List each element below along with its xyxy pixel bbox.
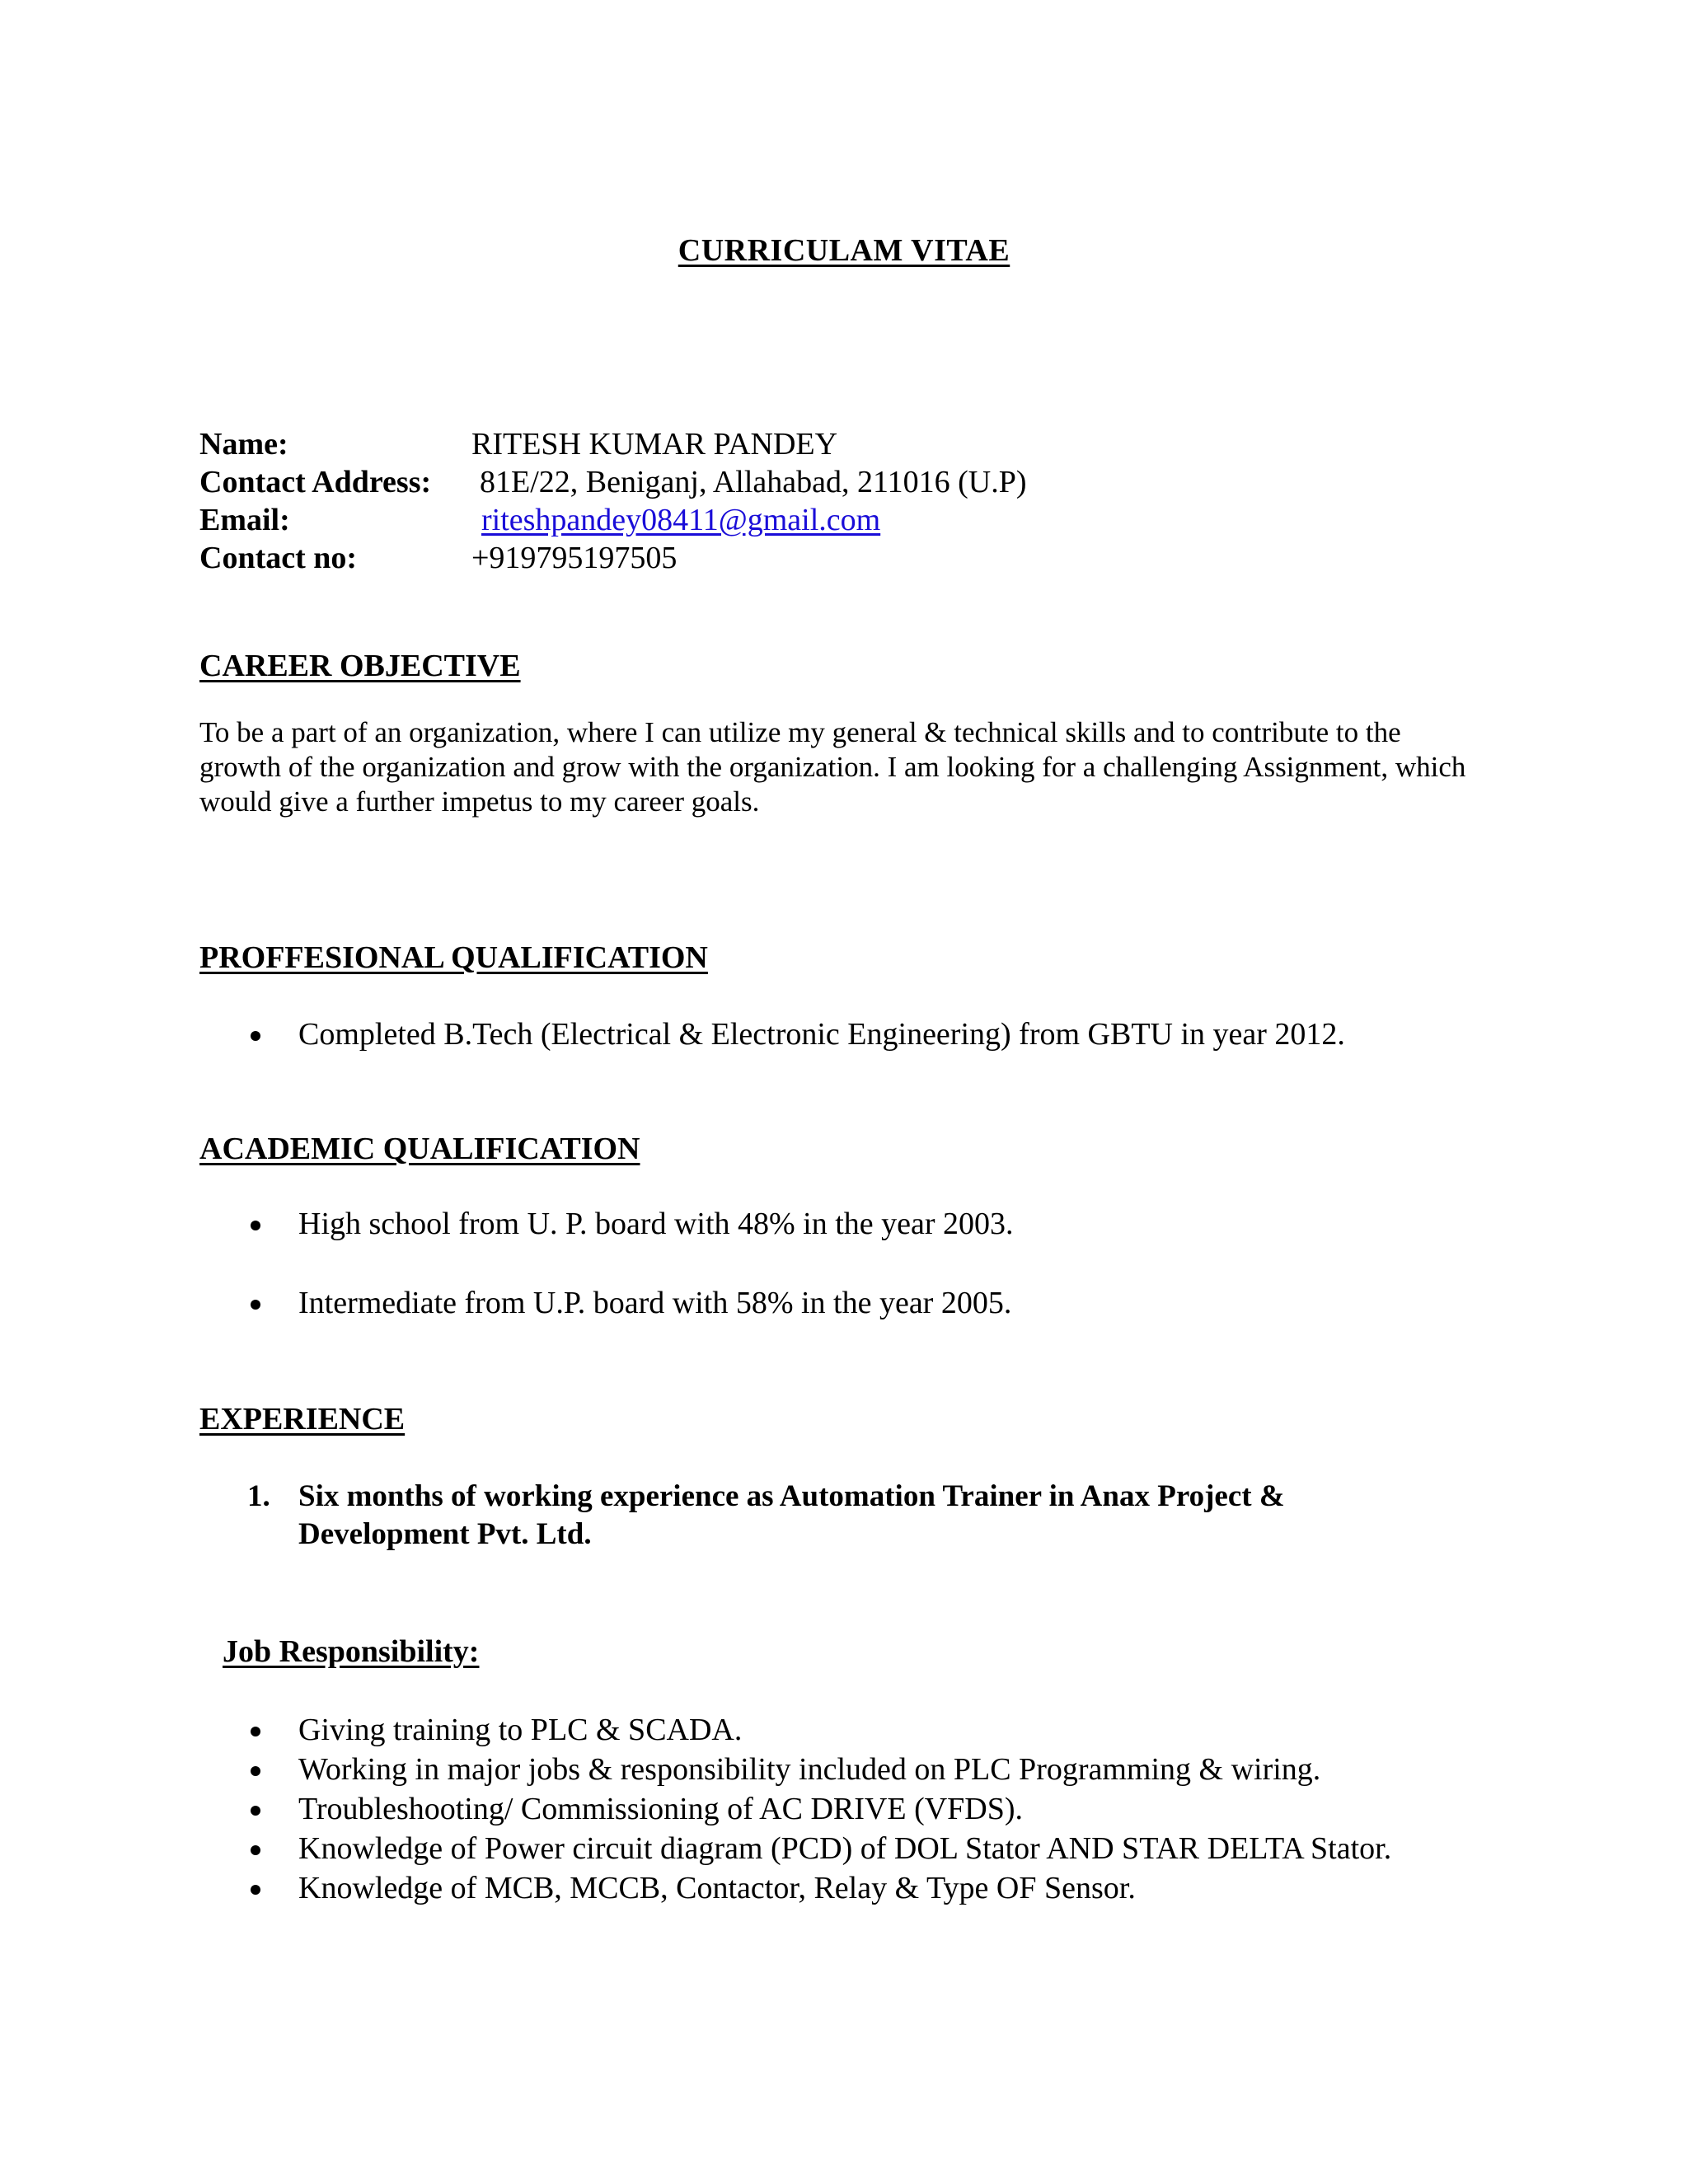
responsibility-item-text: Knowledge of MCB, MCCB, Contactor, Relay & Type OF Sensor. — [298, 1871, 1136, 1905]
academic-item-text: Intermediate from U.P. board with 58% in the year 2005. — [298, 1286, 1012, 1320]
academic-list — [247, 1205, 1014, 1322]
phone-label: Contact no: — [199, 541, 358, 575]
list-item — [247, 1710, 1391, 1750]
list-item — [247, 1205, 1014, 1243]
experience-text: Six months of working experience as Automation Trainer in Anax Project & Development Pvt. Ltd. — [298, 1479, 1285, 1551]
bullet-icon — [251, 1806, 260, 1816]
responsibility-item-text: Giving training to PLC & SCADA. — [298, 1713, 743, 1747]
list-item — [247, 1015, 1345, 1053]
bullet-icon — [251, 1221, 260, 1230]
bullet-icon — [251, 1766, 260, 1776]
bullet-icon — [251, 1727, 260, 1736]
bullet-icon — [251, 1300, 260, 1310]
job-responsibility-heading: Job Responsibility: — [223, 1634, 480, 1669]
professional-item-text: Completed B.Tech (Electrical & Electronic Engineering) from GBTU in year 2012. — [298, 1017, 1345, 1052]
responsibility-item-text: Knowledge of Power circuit diagram (PCD) of DOL Stator AND STAR DELTA Stator. — [298, 1831, 1392, 1866]
list-item — [247, 1284, 1014, 1322]
name-value: RITESH KUMAR PANDEY — [471, 427, 838, 462]
bullet-icon — [251, 1885, 260, 1895]
responsibility-item-text: Troubleshooting/ Commissioning of AC DRIVE (VFDS). — [298, 1792, 1024, 1826]
email-label: Email: — [199, 503, 290, 537]
list-item — [247, 1829, 1391, 1868]
list-item — [247, 1750, 1391, 1789]
address-label: Contact Address: — [199, 465, 432, 499]
email-value-wrap — [481, 501, 880, 539]
responsibility-list — [247, 1710, 1391, 1908]
academic-item-text: High school from U. P. board with 48% in the year 2003. — [298, 1207, 1014, 1241]
experience-heading: EXPERIENCE — [199, 1402, 406, 1436]
address-value: 81E/22, Beniganj, Allahabad, 211016 (U.P) — [480, 465, 1027, 499]
bullet-icon — [251, 1031, 260, 1041]
name-label: Name: — [199, 427, 288, 462]
bullet-icon — [251, 1845, 260, 1855]
list-item — [247, 1789, 1391, 1829]
professional-qualification-heading: PROFFESIONAL QUALIFICATION — [199, 940, 708, 975]
list-item — [247, 1868, 1391, 1908]
academic-qualification-heading: ACADEMIC QUALIFICATION — [199, 1132, 640, 1166]
responsibility-item-text: Working in major jobs & responsibility included on PLC Programming & wiring. — [298, 1752, 1321, 1787]
professional-list — [247, 1015, 1345, 1053]
career-objective-text: To be a part of an organization, where I can utilize my general & technical skills and to contribute to the growth of the organization and grow with the organization. I am looking for a challenging Assignment, which would give a further impetus to my career goals. — [199, 716, 1466, 818]
experience-number: 1. — [247, 1479, 270, 1513]
email-link[interactable]: riteshpandey08411@gmail.com — [481, 503, 881, 537]
phone-value: +919795197505 — [471, 541, 678, 575]
document-title: CURRICULAM VITAE — [678, 233, 1010, 268]
career-objective-heading: CAREER OBJECTIVE — [199, 649, 521, 683]
